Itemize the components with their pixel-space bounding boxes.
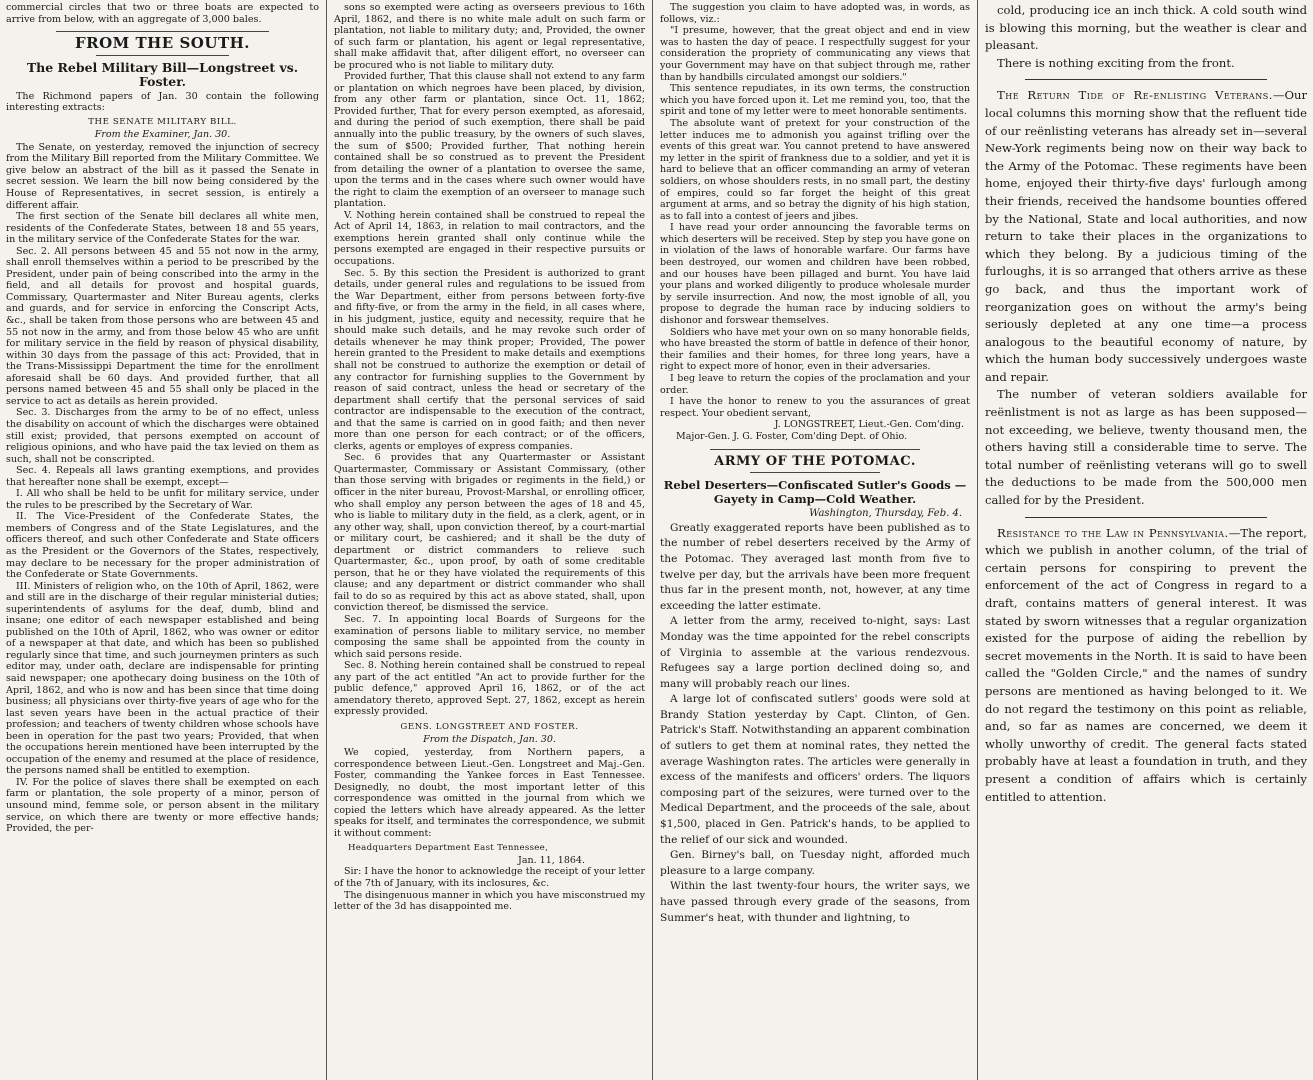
- divider: [710, 449, 920, 450]
- paragraph: A letter from the army, received to-night, says: Last Monday was the time appointed for the rebel conscripts of Virginia to assemble at the various rendezvous. Refugees say a large portion declined doing so, and many will probably reach our lines.: [660, 615, 970, 690]
- paragraph: Sir: I have the honor to acknowledge the receipt of your letter of the 7th of January, with its inclosures, &c.: [334, 866, 645, 890]
- article-title-military-bill: The Rebel Military Bill—Longstreet vs. Foster.: [26, 59, 299, 89]
- source-line-dispatch: From the Dispatch, Jan. 30.: [423, 734, 556, 746]
- column-1-body: [6, 142, 319, 835]
- sub-heading-senate-military-bill: THE SENATE MILITARY BILL.: [88, 116, 237, 127]
- divider: [1025, 79, 1267, 80]
- paragraph: We copied, yesterday, from Northern papers, a correspondence between Lieut.-Gen. Longstreet and Maj.-Gen. Foster, commanding the Yankee forces in East Tennessee. Designedly, no doubt, the most important letter of this correspondence was omitted in the journal from which we copied the letters which have already appeared. As the letter speaks for itself, and terminates the correspondence, we submit it without comment:: [334, 747, 645, 839]
- article-resistance-pennsylvania: [985, 525, 1307, 807]
- paragraph: Gen. Birney's ball, on Tuesday night, afforded much pleasure to a large company.: [660, 849, 970, 877]
- signature-foster: Major-Gen. J. G. Foster, Com'ding Dept. of Ohio.: [676, 430, 908, 442]
- source-line-examiner: From the Examiner, Jan. 30.: [94, 129, 231, 141]
- paragraph: Sec. 2. All persons between 45 and 55 not now in the army, shall enroll themselves within a period to be prescribed by the President, under pain of being conscribed into the army in the field, and all details for provost and hospital guards, Commissary, Quartermaster and Niter Bureau agents, clerks and guards, and for service in enforcing the Conscript Acts, &c., shall be taken from those persons who are between 45 and 55 not now in the army, and from those below 45 who are unfit for military service in the field by reason of physical disability, within 30 days from the passage of this act: Provided, that in the Trans-Mississippi Department the time for the enrollment aforesaid shall be 60 days. And provided further, that all persons named between 45 and 55 shall only be placed in the service to act as details as herein provided.: [6, 245, 319, 407]
- section-heading-from-the-south: FROM THE SOUTH.: [74, 34, 251, 53]
- column-3-body-b: [660, 521, 970, 926]
- dateline-washington: Washington, Thursday, Feb. 4.: [809, 508, 962, 520]
- paragraph: This sentence repudiates, in its own terms, the construction which you have forced upon it. Let me remind you, too, that the spirit and tone of my letter were to meet honorable sentiments.: [660, 83, 970, 118]
- column-2-body-b: [334, 747, 645, 839]
- column-rule: [326, 0, 327, 1080]
- paragraph: Sec. 3. Discharges from the army to be of no effect, unless the disability on account of which the discharges were obtained still exist; provided, that persons exempted on account of religious opinions, and who have paid the tax levied on them as such, shall not be conscripted.: [6, 407, 319, 465]
- paragraph: sons so exempted were acting as overseers previous to 16th April, 1862, and there is no white male adult on such farm or plantation, not liable to military duty; and, Provided, the owner of such farm or plantation, his agent or legal representative, shall make affidavit that, after diligent effort, no overseer can be procured who is not liable to military duty.: [334, 2, 645, 71]
- paragraph: The Senate, on yesterday, removed the injunction of secrecy from the Military Bill reported from the Military Committee. We give below an abstract of the bill as it passed the Senate in secret session. We learn the bill now being considered by the House of Representatives, in secret session, is entirely a different affair.: [6, 141, 319, 211]
- divider: [750, 472, 880, 473]
- paragraph: I. All who shall be held to be unfit for military service, under the rules to be prescribed by the Secretary of War.: [6, 488, 319, 511]
- headquarters-line: Headquarters Department East Tennessee,: [348, 843, 549, 854]
- paragraph: Sec. 4. Repeals all laws granting exemptions, and provides that hereafter none shall be exempt, except—: [6, 465, 319, 488]
- paragraph: Sec. 8. Nothing herein contained shall be construed to repeal any part of the act entitled "An act to provide further for the public defence," approved April 16, 1862, or of the act amendatory thereto, approved Sept. 27, 1862, except as herein expressly provided.: [334, 660, 645, 718]
- paragraph: The first section of the Senate bill declares all white men, residents of the Confederate States, between 18 and 55 years, in the military service of the Confederate States for the war.: [6, 211, 319, 246]
- divider: [96, 55, 229, 56]
- article-intro: The Richmond papers of Jan. 30 contain the following interesting extracts:: [6, 90, 319, 114]
- paragraph: Provided further, That this clause shall not extend to any farm or plantation on which negroes have been placed, by division, from any other farm or plantation, since Oct. 11, 1862; Provided further, That for every person exempted, as aforesaid, and during the period of such exemption, there shall be paid annually into the public treasury, by the owners of such slaves, the sum of $500; Provided further, That nothing herein contained shall be so construed as to prevent the President from detailing the owner of a plantation to oversee the same, upon the terms and in the cases where such owner would have the right to claim the exemption of an overseer to manage such plantation.: [334, 71, 645, 210]
- divider: [56, 31, 269, 32]
- signature-longstreet: J. LONGSTREET, Lieut.-Gen. Com'ding.: [774, 419, 964, 431]
- paragraph: I have the honor to renew to you the assurances of great respect. Your obedient servant,: [660, 396, 970, 419]
- column-3: [654, 0, 976, 1080]
- article-resistance-text: —The report, which we publish in another column, of the trial of certain persons for conspiring to prevent the enforcement of the act of Congress in regard to a draft, contains matters of general interest. It was stated by sworn witnesses that a regular organization existed for the purpose of aiding the rebellion by secret movements in the North. It is said to have been called the "Golden Circle," and the names of sundry persons are mentioned as having belonged to it. We do not regard the testimony on this point as reliable, and, so far as names are concerned, we deem it wholly unworthy of credit. The general facts stated probably have at least a foundation in truth, and they present a condition of affairs which is certainly entitled to attention.: [985, 525, 1307, 804]
- paragraph: A large lot of confiscated sutlers' goods were sold at Brandy Station yesterday by Capt. Clinton, of Gen. Patrick's Staff. Notwithstanding an apparent combination of sutlers to get them at nominal rates, they netted the average Washington rates. The articles were generally in excess of the manifests and officers' orders. The liquors composing part of the seizures, were turned over to the Medical Department, and the proceeds of the sale, about $1,500, placed in Gen. Patrick's hands, to be applied to the relief of our sick and wounded.: [660, 693, 970, 846]
- nothing-exciting-line: There is nothing exciting from the front.: [997, 55, 1235, 70]
- paragraph: Greatly exaggerated reports have been published as to the number of rebel deserters received by the Army of the Potomac. They averaged last month from five to twelve per day, but the arrivals have been more frequent thus far in the present month, not, however, at any time exceeding the latter estimate.: [660, 521, 970, 612]
- paragraph: The suggestion you claim to have adopted was, in words, as follows, viz.:: [660, 2, 970, 25]
- column-2-body-c: [334, 866, 645, 912]
- article-returning-veterans-second: The number of veteran soldiers available for reënlistment is not as large as has been supposed—not exceeding, we believe, twenty thousand men, the others having still a considerable time to serve. The total number of reënlisting veterans will go to swell the deductions to be made from the 500,000 men called for by the President.: [985, 387, 1307, 508]
- column-4: [979, 0, 1313, 1080]
- column-2: [328, 0, 651, 1080]
- headquarters-date: Jan. 11, 1864.: [518, 854, 585, 866]
- paragraph: I beg leave to return the copies of the proclamation and your order.: [660, 373, 970, 396]
- paragraph: II. The Vice-President of the Confederate States, the members of Congress and of the State Legislatures, and the officers thereof, and such other Confederate and State officers as the President or the Governors of the States, respectively, may declare to be necessary for the proper administration of the Confederate or State Governments.: [6, 511, 319, 581]
- article-returning-veterans-first: [985, 87, 1307, 386]
- article-returning-veterans-text: —Our local columns this morning show that the refluent tide of our reënlisting veterans has already set in—several New-York regiments being now on their way back to the Army of the Potomac. These regiments have been home, enjoyed their thirty-five days' furlough among their friends, received the handsome bounties offered by the National, State and local authorities, and now return to take their places in the organizations to which they belong. By a judicious timing of the furloughs, it is so arranged that others arrive as these go back, and thus the important work of reorganization goes on without the army's being seriously depleted at any one time—a process analogous to the beautiful economy of nature, by which the human body successively undergoes waste and repair.: [985, 88, 1307, 384]
- column-4-top-paragraph: cold, producing ice an inch thick. A cold south wind is blowing this morning, but the weather is clear and pleasant.: [985, 3, 1307, 53]
- column-rule: [977, 0, 978, 1080]
- column-rule: [652, 0, 653, 1080]
- divider: [1025, 517, 1267, 518]
- article-lead-resistance-pennsylvania: Resistance to the Law in Pennsylvania.: [997, 525, 1229, 540]
- paragraph: "I presume, however, that the great object and end in view was to hasten the day of peace. I respectfully suggest for your consideration the propriety of communicating any views that your Government may have on that subject through me, rather than by handbills circulated amongst our soldiers.": [660, 25, 970, 83]
- section-heading-army-of-the-potomac: ARMY OF THE POTOMAC.: [714, 453, 916, 469]
- paragraph: III. Ministers of religion who, on the 10th of April, 1862, were and still are in the discharge of their regular ministerial duties; superintendents of asylums for the deaf, dumb, blind and insane; one editor of each newspaper established and being published on the 10th of April, 1862, who was owner or editor of a newspaper at that date, and which has been so published regularly since that time, and such journeymen printers as such editor may, under oath, declare are indispensable for printing said newspaper; one apothecary doing business on the 10th of April, 1862, and who is now and has been since that time doing business; all physicians over thirty-five years of age who for the last seven years have been in the actual practice of their profession; and teachers of twenty children whose schools have been in operation for the past two years; Provided, that when the occupations herein mentioned have been interrupted by the occupation of the enemy and resumed at the place of residence, the persons named shall be entitled to exemption.: [6, 580, 319, 777]
- paragraph: The absolute want of pretext for your construction of the letter induces me to admonish you against trifling over the events of this great war. You cannot pretend to have answered my letter in the spirit of frankness due to a soldier, and yet it is hard to believe that an officer commanding an army of veteran soldiers, on whose shoulders rests, in no small part, the destiny of empires, could so far forget the height of this great argument at arms, and so betray the dignity of his high station, as to fall into a contest of jeers and jibes.: [660, 117, 970, 222]
- paragraph: IV. For the police of slaves there shall be exempted on each farm or plantation, the sole property of a minor, person of unsound mind, femme sole, or person absent in the military service, on which there are twenty or more effective hands; Provided, the per-: [6, 776, 319, 835]
- column-1-top-paragraph: commercial circles that two or three boats are expected to arrive from below, with an aggregate of 3,000 bales.: [6, 2, 319, 25]
- paragraph: Soldiers who have met your own on so many honorable fields, who have breasted the storm of battle in defence of their honor, their families and their homes, for three long years, have a right to expect more of honor, even in their adversaries.: [660, 326, 970, 373]
- article-lead-returning-veterans: The Return Tide of Re-enlisting Veterans.: [997, 88, 1273, 103]
- paragraph: Sec. 7. In appointing local Boards of Surgeons for the examination of persons liable to military service, no member composing the same shall be appointed from the county in which said persons reside.: [334, 613, 645, 660]
- sub-heading-longstreet-foster: GENS. LONGSTREET AND FOSTER.: [400, 721, 579, 732]
- paragraph: I have read your order announcing the favorable terms on which deserters will be received. Step by step you have gone on in violation of the laws of honorable warfare. Our farms have been destroyed, our women and children have been robbed, and our houses have been pillaged and burnt. You have laid your plans and worked diligently to produce wholesale murder by servile insurrection. And now, the most ignoble of all, you propose to degrade the human race by inducing soldiers to dishonor and forswear themselves.: [660, 222, 970, 327]
- paragraph: The disingenuous manner in which you have misconstrued my letter of the 3d has disappointed me.: [334, 889, 645, 913]
- column-1: [0, 0, 325, 1080]
- article-title-rebel-deserters: Rebel Deserters—Confiscated Sutler's Goods —Gayety in Camp—Cold Weather.: [663, 478, 967, 507]
- paragraph: Within the last twenty-four hours, the writer says, we have passed through every grade of the seasons, from Summer's heat, with thunder and lightning, to: [660, 880, 970, 924]
- paragraph: Sec. 5. By this section the President is authorized to grant details, under general rules and regulations to be issued from the War Department, either from persons between forty-five and fifty-five, or from the army in the field, in all cases where, in his judgment, justice, equity and necessity, require that he should make such details, and he may revoke such order of details whenever he may think proper; Provided, The power herein granted to the President to make details and exemptions shall not be construed to authorize the exemption or detail of any contractor for furnishing supplies to the Government by reason of said contract, unless the head or secretary of the department shall certify that the personal services of said contractor are indispensable to the execution of the contract, and that the same is carried on in good faith; and then never more than one person for each contract; or of the officers, clerks, agents or employes of express companies.: [334, 267, 645, 452]
- paragraph: Sec. 6 provides that any Quartermaster or Assistant Quartermaster, Commissary or Assistant Commissary, (other than those serving with brigades or regiments in the field,) or officer in the niter bureau, Provost-Marshal, or enrolling officer, who shall employ any person between the ages of 18 and 45, who is liable to military duty in the field, as a clerk, agent, or in any other way, shall, upon conviction thereof, by a court-martial or military court, be cashiered; and it shall be the duty of department or district commanders to relieve such Quartermaster, &c., upon proof, by oath of some creditable person, that he or they have violated the requirements of this clause; and any department or district commander who shall fail to do so as required by this act as above stated, shall, upon conviction thereof, be dismissed the service.: [334, 452, 645, 614]
- column-3-body-a: [660, 2, 970, 419]
- column-2-body-a: [334, 2, 645, 718]
- paragraph: V. Nothing herein contained shall be construed to repeal the Act of April 14, 1863, in relation to mail contractors, and the exemptions herein granted shall only continue while the persons exempted are engaged in their respective pursuits or occupations.: [334, 209, 645, 268]
